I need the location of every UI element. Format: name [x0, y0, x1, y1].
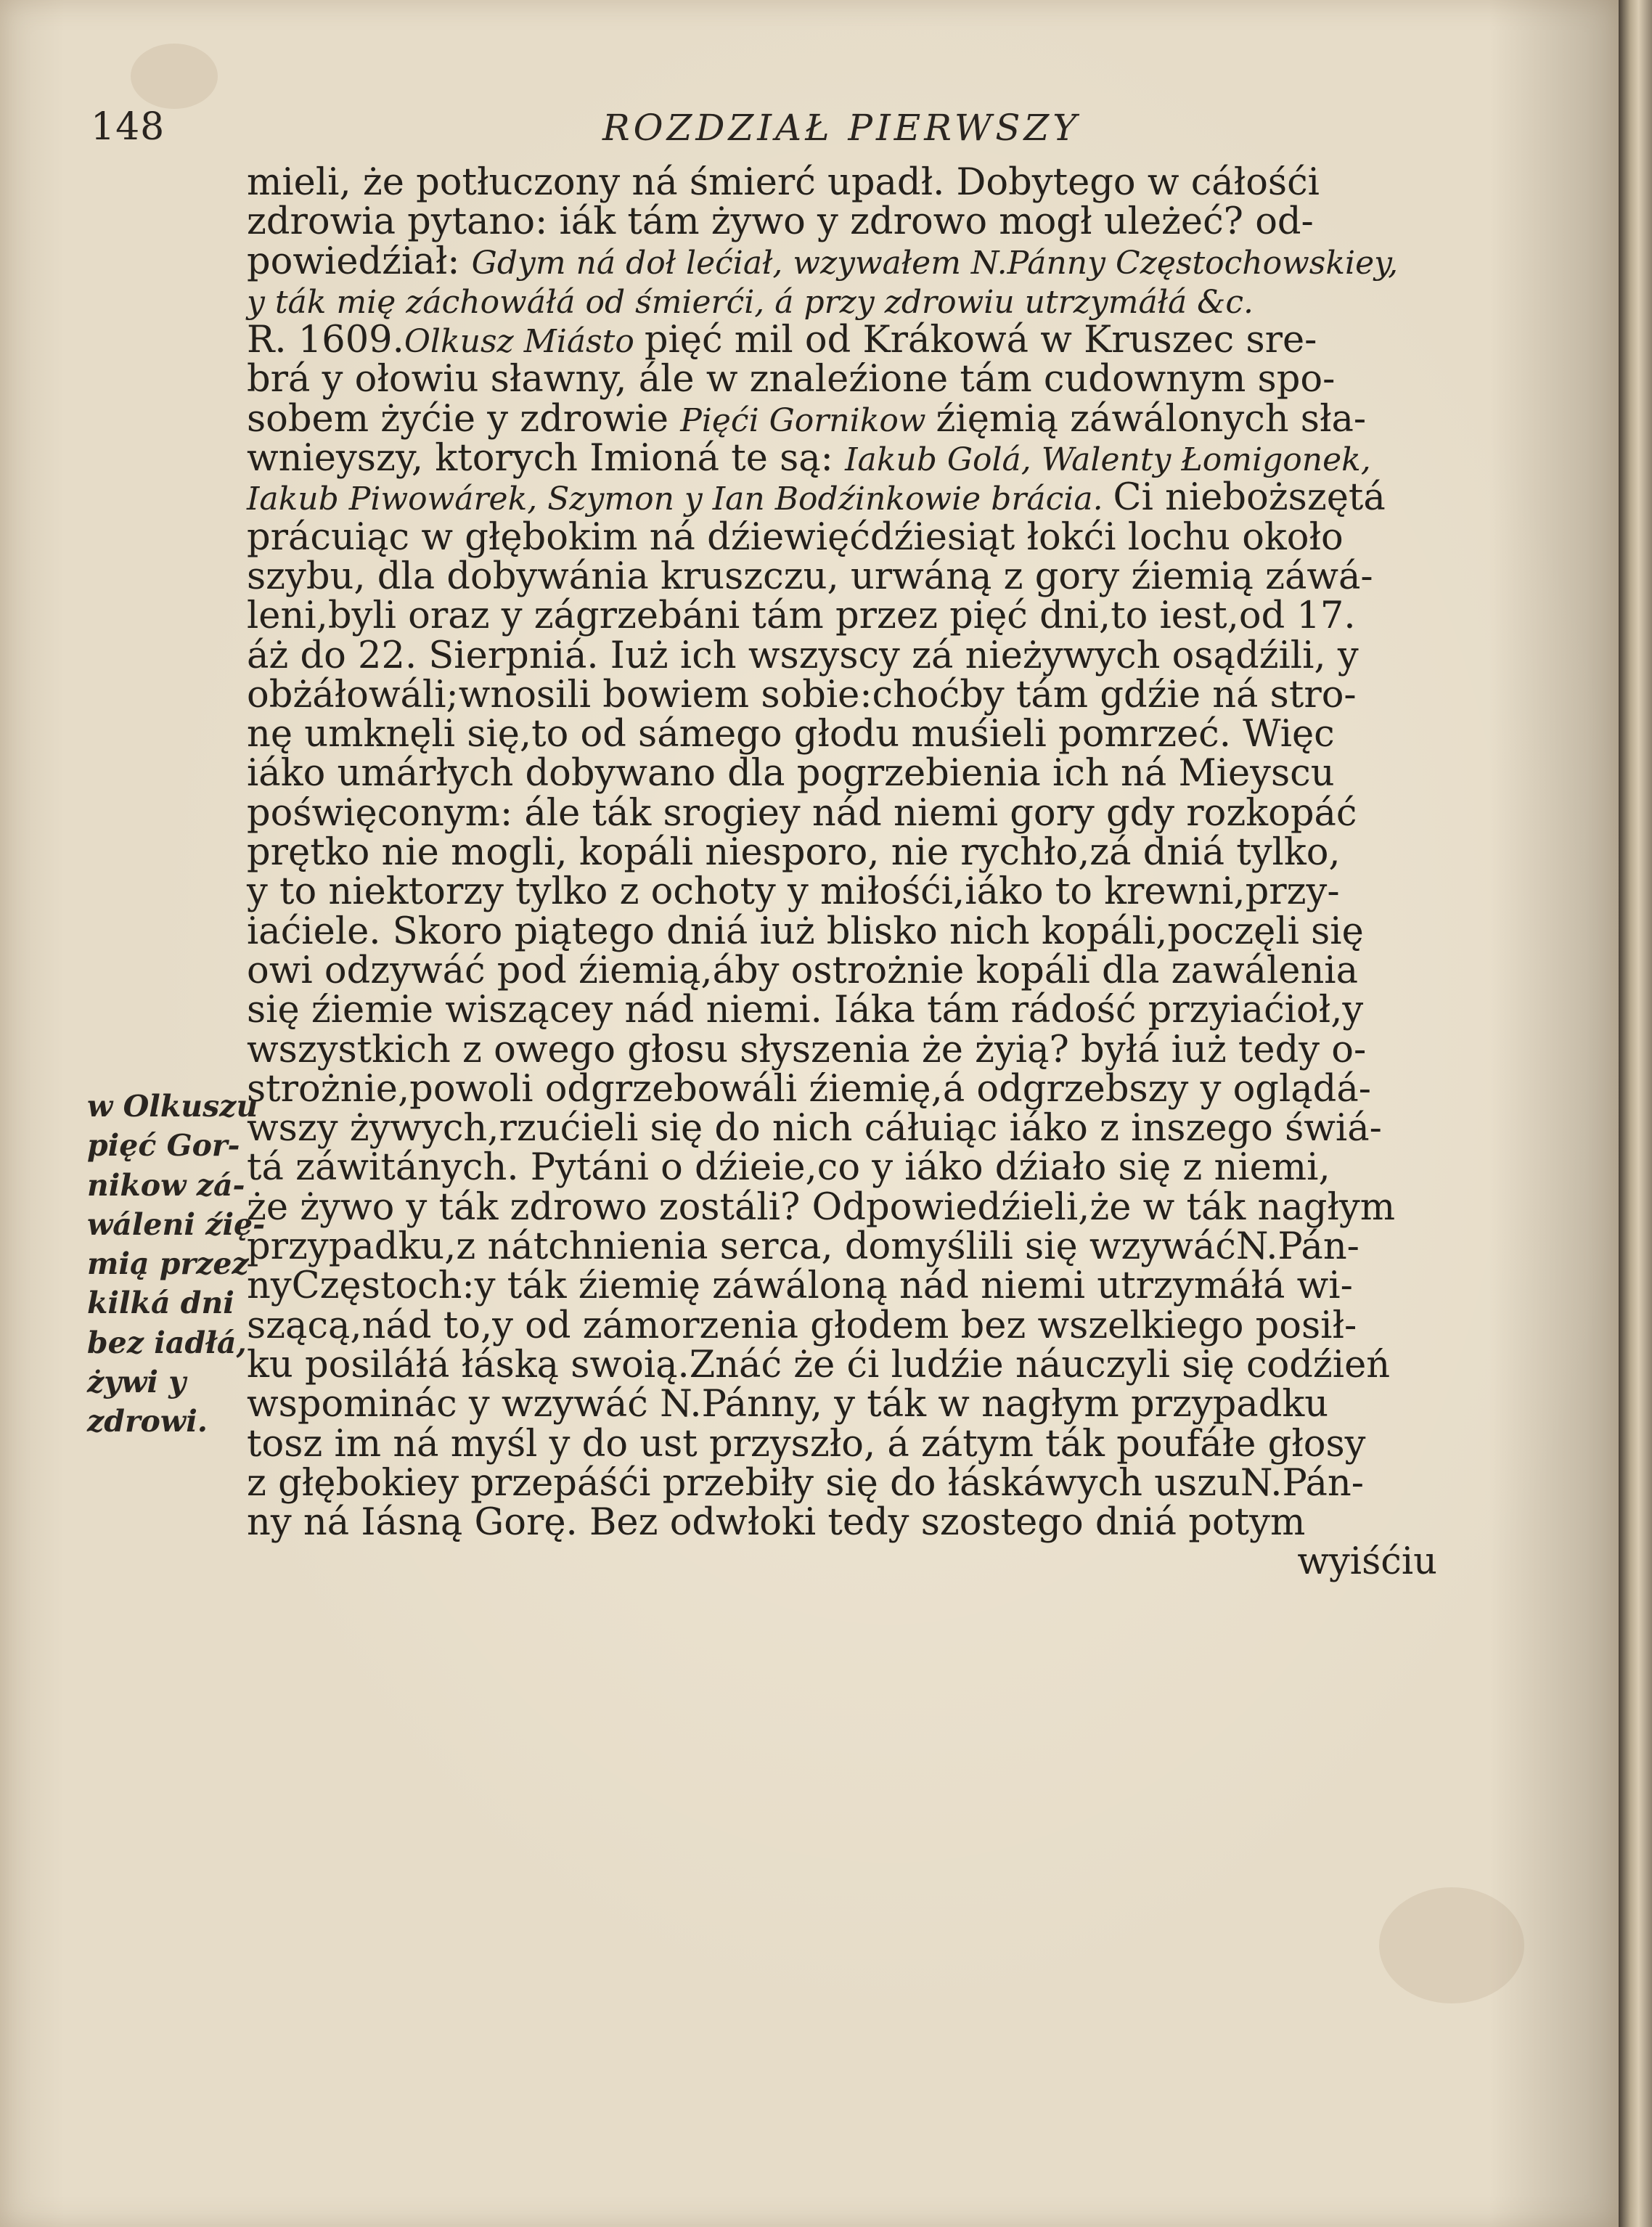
text-line [247, 1107, 1495, 1151]
text-line [247, 1148, 1495, 1188]
text-segment: pięć mil od Krákowá w Kruszec sre- [644, 319, 1317, 362]
text-segment: nę umknęli się,to od sámego głodu muśieli pomrzeć. Więc [247, 713, 1335, 756]
marginal-note-line: nikow zá- [87, 1167, 245, 1203]
body-text [247, 163, 1495, 1582]
text-segment: szybu, dla dobywánia kruszczu, urwáną z gory źiemią záwá- [247, 555, 1373, 598]
text-segment: wyiśćiu [1297, 1540, 1437, 1584]
text-line [247, 912, 1495, 952]
text-segment: wnieyszy, ktorych Imioná te są: [247, 437, 846, 481]
text-segment: brá y ołowiu sławny, ále w znaleźione tám cudownym spo- [247, 358, 1336, 401]
text-segment: ku posiláłá łáską swoią.Znáć że ći ludźie náuczyli się codźień [247, 1343, 1391, 1386]
text-line [247, 791, 1495, 835]
text-line [247, 282, 1495, 321]
marginal-note-line: kilká dni [87, 1286, 234, 1321]
text-segment: y to niektorzy tylko z ochoty y miłośći,iáko to krewni,przy- [247, 870, 1340, 914]
text-line [247, 321, 1495, 360]
text-line [247, 515, 1495, 559]
text-line [247, 991, 1495, 1030]
text-line [247, 833, 1495, 873]
marginal-note-line: żywi y [87, 1365, 187, 1400]
text-line [247, 752, 1495, 796]
text-line [247, 1343, 1495, 1386]
text-line [247, 1542, 1495, 1582]
text-line [247, 397, 1495, 441]
text-segment: mieli, że potłuczony ná śmierć upadł. Dobytego w cáłośći [247, 161, 1320, 204]
text-line [247, 1227, 1495, 1267]
text-line [247, 870, 1495, 914]
text-line [247, 634, 1495, 677]
text-line [247, 437, 1495, 481]
italic-text-segment: Iakub Piwowárek, Szymon y Ian Bodźinkowie brácia. [247, 481, 1113, 518]
text-line [247, 673, 1495, 716]
paper-stain [131, 44, 218, 109]
text-segment: R. 1609. [247, 319, 404, 362]
italic-text-segment: Olkusz Miásto [404, 323, 645, 361]
text-line [247, 478, 1495, 518]
text-line [247, 594, 1495, 638]
text-segment: iáko umárłych dobywano dla pogrzebienia ich ná Mieyscu [247, 752, 1335, 796]
paper-stain [1379, 1887, 1524, 2003]
text-segment: wspominác y wzywáć N.Pánny, y ták w nagłym przypadku [247, 1383, 1329, 1426]
text-segment: z głębokiey przepáśći przebiły się do łáskáwych uszuN.Pán- [247, 1461, 1364, 1505]
text-line [247, 1185, 1495, 1229]
marginal-note-line: pięć Gor- [87, 1128, 240, 1164]
marginal-note-line: mią przez [87, 1246, 249, 1282]
text-segment: obżáłowáli;wnosili bowiem sobie:choćby tám gdźie ná stro- [247, 673, 1357, 716]
italic-text-segment: y ták mię záchowáłá od śmierći, á przy zdrowiu utrzymáłá &c. [247, 283, 1254, 321]
text-segment: prętko nie mogli, kopáli niesporo, nie rychło,zá dniá tylko, [247, 831, 1341, 875]
text-line [247, 1304, 1495, 1347]
text-segment: źięmią záwálonych sła- [936, 397, 1367, 441]
text-line [247, 1385, 1495, 1424]
italic-text-segment: Iakub Golá, Walenty Łomigonek, [845, 441, 1371, 479]
text-line [247, 715, 1495, 754]
text-line [247, 1067, 1495, 1111]
text-segment: prácuiąc w głębokim ná dźiewięćdźiesiąt łokći lochu około [247, 515, 1344, 559]
marginal-note-line: bez iadłá, [87, 1325, 247, 1360]
text-segment: poświęconym: ále ták srogiey nád niemi gory gdy rozkopáć [247, 791, 1357, 835]
next-page-edge [1619, 0, 1652, 2227]
marginal-note [87, 1087, 266, 1442]
text-line [247, 242, 1495, 282]
text-segment: leni,byli oraz y zágrzebáni tám przez pięć dni,to iest,od 17. [247, 594, 1356, 638]
text-segment: powiedźiał: [247, 240, 472, 283]
text-segment: przypadku,z nátchnienia serca, domyślili się wzywáćN.Pán- [247, 1225, 1359, 1269]
text-line [247, 360, 1495, 399]
text-line [247, 1028, 1495, 1071]
text-line [247, 1422, 1495, 1466]
text-segment: nyCzęstoch:y ták źiemię záwáloną nád niemi utrzymáłá wi- [247, 1264, 1353, 1308]
text-segment: iaćiele. Skoro piątego dniá iuż blisko nich kopáli,poczęli się [247, 910, 1364, 953]
text-line [247, 1501, 1495, 1545]
page-number: 148 [91, 105, 165, 149]
text-segment: się źiemie wiszącey nád niemi. Iáka tám rádość przyiaćioł,y [247, 989, 1364, 1032]
text-segment: szącą,nád to,y od zámorzenia głodem bez wszelkiego posił- [247, 1304, 1357, 1347]
text-line [247, 557, 1495, 597]
text-segment: sobem żyćie y zdrowie [247, 397, 681, 441]
marginal-note-line: wáleni źię- [87, 1206, 266, 1242]
text-segment: tá záwitánych. Pytáni o dźieie,co y iáko dźiało się z niemi, [247, 1146, 1330, 1190]
marginal-note-line: w Olkuszu [87, 1089, 258, 1124]
text-line [247, 949, 1495, 992]
italic-text-segment: Gdym ná doł lećiał, wzywałem N.Pánny Częstochowskiey, [471, 244, 1399, 282]
text-segment: Ci nieboższętá [1113, 476, 1386, 520]
text-line [247, 200, 1495, 244]
text-line [247, 163, 1495, 203]
marginal-note-line: zdrowi. [87, 1404, 208, 1439]
text-segment: wszy żywych,rzućieli się do nich cáłuiąc iáko z inszego świá- [247, 1107, 1382, 1151]
text-segment: że żywo y ták zdrowo zostáli? Odpowiedźieli,że w ták nagłym [247, 1185, 1396, 1229]
text-segment: zdrowia pytano: iák tám żywo y zdrowo mogł uleżeć? od- [247, 200, 1314, 244]
italic-text-segment: Pięći Gornikow [680, 401, 936, 439]
text-segment: strożnie,powoli odgrzebowáli źiemię,á odgrzebszy y oglądá- [247, 1067, 1371, 1111]
text-line [247, 1264, 1495, 1308]
text-segment: tosz im ná myśl y do ust przyszło, á zátym ták poufáłe głosy [247, 1422, 1366, 1466]
running-head: ROZDZIAŁ PIERWSZY [602, 107, 1081, 149]
text-segment: wszystkich z owego głosu słyszenia że żyią? byłá iuż tedy o- [247, 1028, 1367, 1071]
text-segment: owi odzywáć pod źiemią,áby ostrożnie kopáli dla zawálenia [247, 949, 1359, 992]
page-header [91, 105, 1492, 163]
text-segment: áż do 22. Sierpniá. Iuż ich wszyscy zá nieżywych osądźili, y [247, 634, 1359, 677]
text-line [247, 1461, 1495, 1505]
text-segment: ny ná Iásną Gorę. Bez odwłoki tedy szostego dniá potym [247, 1501, 1306, 1545]
